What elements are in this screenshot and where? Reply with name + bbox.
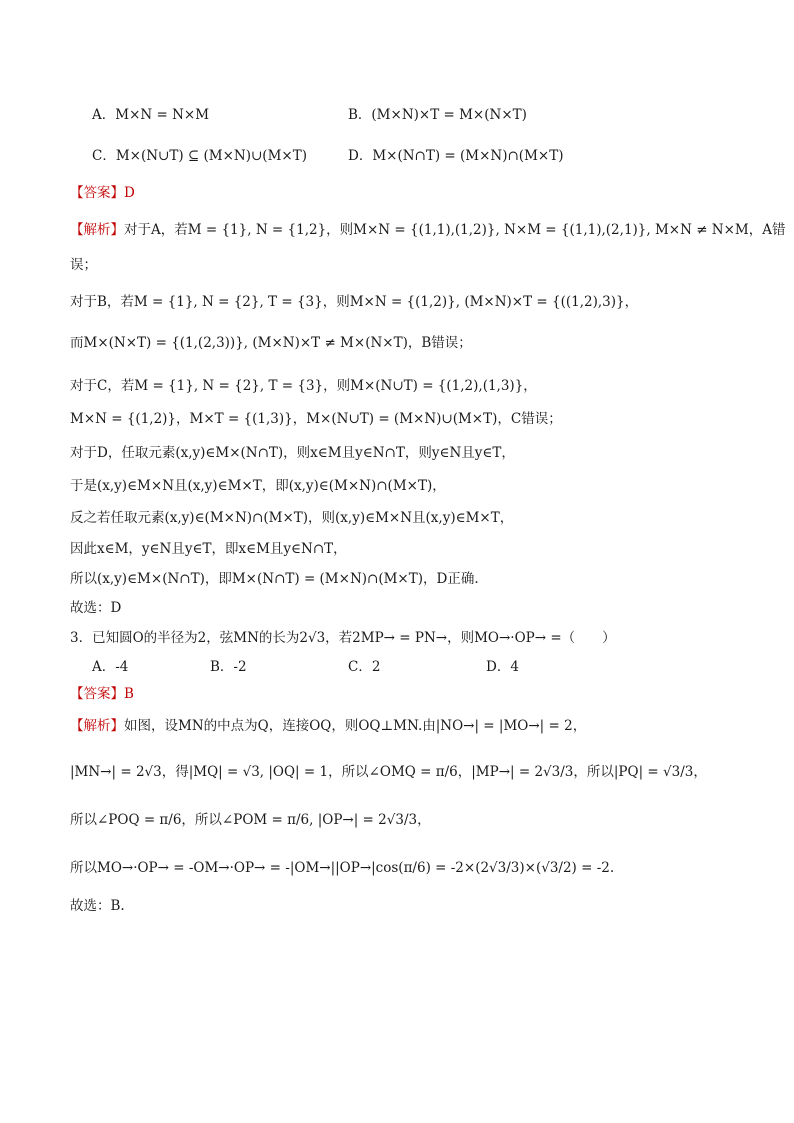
- q2-conclusion: 故选：D: [70, 600, 122, 616]
- q3-analysis-line-2: |MN→| = 2√3，得|MQ| = √3, |OQ| = 1，所以∠OMQ = π/6，|MP→| = 2√3/3，所以|PQ| = √3/3，: [70, 764, 707, 780]
- q3-answer-label: 【答案】: [70, 686, 124, 702]
- analysis-line-1: [70, 220, 786, 240]
- q3-analysis-line-1: [70, 716, 586, 736]
- analysis-line-2: 对于B，若M = {1}, N = {2}, T = {3}，则M×N = {(1,2)}, (M×N)×T = {((1,2),3)}，: [70, 294, 639, 310]
- q3-answer-line: [70, 684, 134, 704]
- option-a: A．M×N = N×M: [92, 107, 210, 123]
- q3-analysis-label: 【解析】: [70, 718, 124, 734]
- option-b: B．(M×N)×T = M×(N×T): [348, 107, 527, 123]
- q3-stem: 3．已知圆O的半径为2，弦MN的长为2√3，若2MP→ = PN→，则MO→·OP→ =（ ）: [70, 630, 616, 646]
- answer-label: 【答案】: [70, 185, 124, 201]
- analysis-line-8: 反之若任取元素(x,y)∈(M×N)∩(M×T)，则(x,y)∈M×N且(x,y)∈M×T，: [70, 510, 514, 526]
- q3-conclusion: 故选：B.: [70, 898, 125, 914]
- q3-analysis-line-3: 所以∠POQ = π/6，所以∠POM = π/6, |OP→| = 2√3/3，: [70, 812, 431, 828]
- analysis-line-1b: 误；: [70, 257, 97, 273]
- analysis-label: 【解析】: [70, 222, 124, 238]
- q3-analysis-text-1: 如图，设MN的中点为Q，连接OQ，则OQ⊥MN.由|NO→| = |MO→| = 2，: [124, 718, 587, 734]
- q3-option-a: A．-4: [92, 659, 129, 675]
- option-d: D．M×(N∩T) = (M×N)∩(M×T): [348, 148, 564, 164]
- analysis-line-5: M×N = {(1,2)}，M×T = {(1,3)}，M×(N∪T) = (M×N)∪(M×T)，C错误；: [70, 411, 562, 427]
- q3-option-d: D．4: [486, 659, 519, 675]
- analysis-line-3: 而M×(N×T) = {(1,(2,3))}, (M×N)×T ≠ M×(N×T)，B错误；: [70, 335, 472, 351]
- analysis-text-1: 对于A，若M = {1}, N = {1,2}，则M×N = {(1,1),(1,2)}, N×M = {(1,1),(2,1)}, M×N ≠ N×M，A错: [124, 222, 786, 238]
- q3-option-c: C．2: [348, 659, 381, 675]
- q3-analysis-line-4: 所以MO→·OP→ = -OM→·OP→ = -|OM→||OP→|cos(π/6) = -2×(2√3/3)×(√3/2) = -2.: [70, 860, 615, 876]
- option-c: C．M×(N∪T) ⊆ (M×N)∪(M×T): [92, 148, 307, 164]
- analysis-line-6: 对于D，任取元素(x,y)∈M×(N∩T)，则x∈M且y∈N∩T，则y∈N且y∈T，: [70, 445, 515, 461]
- analysis-line-7: 于是(x,y)∈M×N且(x,y)∈M×T，即(x,y)∈(M×N)∩(M×T)，: [70, 478, 446, 494]
- analysis-line-4: 对于C，若M = {1}, N = {2}, T = {3}，则M×(N∪T) = {(1,2),(1,3)}，: [70, 378, 537, 394]
- answer-value: D: [124, 185, 135, 201]
- q2-answer-line: [70, 183, 135, 203]
- analysis-line-9: 因此x∈M，y∈N且y∈T，即x∈M且y∈N∩T，: [70, 541, 347, 557]
- q3-option-b: B．-2: [210, 659, 247, 675]
- analysis-line-10: 所以(x,y)∈M×(N∩T)，即M×(N∩T) = (M×N)∩(M×T)，D正确.: [70, 571, 479, 587]
- q3-answer-value: B: [124, 686, 134, 702]
